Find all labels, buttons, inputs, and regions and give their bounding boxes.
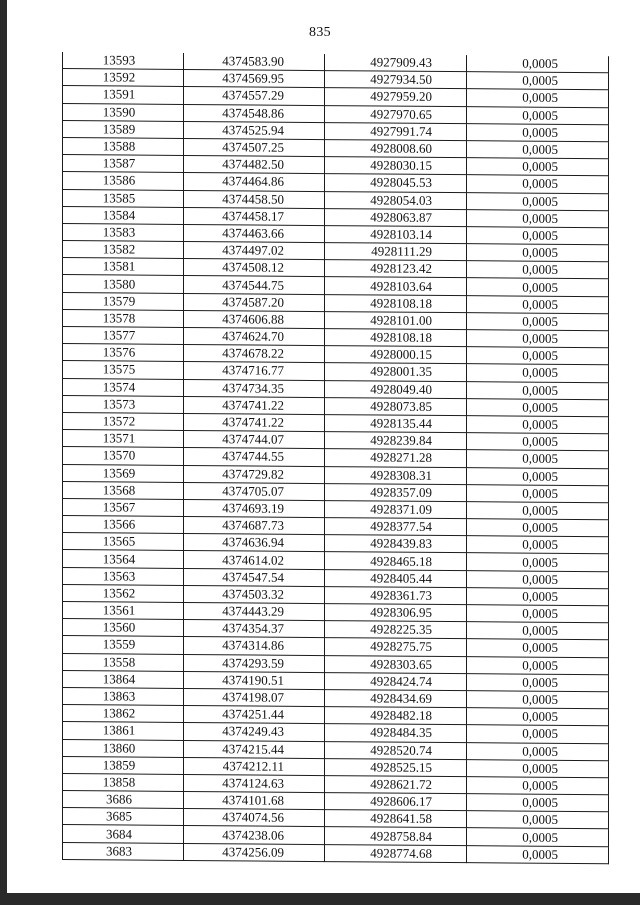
coefficient-cell: 0,0005 xyxy=(467,587,609,605)
y-coordinate-cell: 4927959.20 xyxy=(325,88,467,106)
x-coordinate-cell: 4374606.88 xyxy=(184,310,325,328)
point-id-cell: 13575 xyxy=(63,361,184,379)
y-coordinate-cell: 4928103.64 xyxy=(325,277,467,295)
point-id-cell: 13566 xyxy=(63,516,184,534)
x-coordinate-cell: 4374212.11 xyxy=(184,757,325,775)
x-coordinate-cell: 4374124.63 xyxy=(184,774,325,792)
y-coordinate-cell: 4928484.35 xyxy=(325,724,467,742)
point-id-cell: 3686 xyxy=(63,791,184,809)
y-coordinate-cell: 4928758.84 xyxy=(325,827,467,845)
coefficient-cell: 0,0005 xyxy=(467,502,609,520)
point-id-cell: 13562 xyxy=(63,584,184,602)
y-coordinate-cell: 4928774.68 xyxy=(325,844,467,862)
x-coordinate-cell: 4374557.29 xyxy=(184,87,325,105)
x-coordinate-cell: 4374636.94 xyxy=(184,534,325,552)
point-id-cell: 13563 xyxy=(63,567,184,585)
point-id-cell: 13572 xyxy=(63,412,184,430)
y-coordinate-cell: 4928271.28 xyxy=(325,449,467,467)
scan-left-border xyxy=(0,0,7,905)
coefficient-cell: 0,0005 xyxy=(467,811,609,829)
coefficient-cell: 0,0005 xyxy=(467,261,609,279)
y-coordinate-cell: 4928465.18 xyxy=(325,552,467,570)
point-id-cell: 13582 xyxy=(63,241,184,259)
point-id-cell: 13565 xyxy=(63,533,184,551)
coefficient-cell: 0,0005 xyxy=(467,708,609,726)
point-id-cell: 13590 xyxy=(63,103,184,121)
coefficient-cell: 0,0005 xyxy=(467,777,609,795)
point-id-cell: 13574 xyxy=(63,378,184,396)
y-coordinate-cell: 4928405.44 xyxy=(325,569,467,587)
x-coordinate-cell: 4374198.07 xyxy=(184,688,325,706)
x-coordinate-cell: 4374744.07 xyxy=(184,431,325,449)
y-coordinate-cell: 4928063.87 xyxy=(325,208,467,226)
coefficient-cell: 0,0005 xyxy=(467,158,609,176)
x-coordinate-cell: 4374547.54 xyxy=(184,568,325,586)
y-coordinate-cell: 4928030.15 xyxy=(325,157,467,175)
coefficient-cell: 0,0005 xyxy=(467,244,609,262)
y-coordinate-cell: 4928641.58 xyxy=(325,810,467,828)
coordinates-table-container xyxy=(62,52,608,864)
point-id-cell: 13858 xyxy=(63,773,184,791)
y-coordinate-cell: 4928525.15 xyxy=(325,758,467,776)
coefficient-cell: 0,0005 xyxy=(467,175,609,193)
y-coordinate-cell: 4928303.65 xyxy=(325,655,467,673)
coefficient-cell: 0,0005 xyxy=(467,639,609,657)
table-body xyxy=(63,52,609,864)
x-coordinate-cell: 4374687.73 xyxy=(184,517,325,535)
point-id-cell: 13863 xyxy=(63,687,184,705)
x-coordinate-cell: 4374503.32 xyxy=(184,585,325,603)
coefficient-cell: 0,0005 xyxy=(467,759,609,777)
x-coordinate-cell: 4374734.35 xyxy=(184,379,325,397)
y-coordinate-cell: 4928073.85 xyxy=(325,397,467,415)
x-coordinate-cell: 4374569.95 xyxy=(184,70,325,88)
point-id-cell: 13864 xyxy=(63,670,184,688)
point-id-cell: 13593 xyxy=(63,52,184,70)
point-id-cell: 13584 xyxy=(63,206,184,224)
x-coordinate-cell: 4374583.90 xyxy=(184,53,325,71)
y-coordinate-cell: 4928439.83 xyxy=(325,535,467,553)
coefficient-cell: 0,0005 xyxy=(467,381,609,399)
x-coordinate-cell: 4374314.86 xyxy=(184,637,325,655)
x-coordinate-cell: 4374354.37 xyxy=(184,620,325,638)
y-coordinate-cell: 4928045.53 xyxy=(325,174,467,192)
y-coordinate-cell: 4928371.09 xyxy=(325,500,467,518)
y-coordinate-cell: 4928108.18 xyxy=(325,294,467,312)
page-number: 835 xyxy=(309,25,331,40)
point-id-cell: 13573 xyxy=(63,395,184,413)
point-id-cell: 13588 xyxy=(63,137,184,155)
y-coordinate-cell: 4928103.14 xyxy=(325,225,467,243)
coefficient-cell: 0,0005 xyxy=(467,416,609,434)
x-coordinate-cell: 4374716.77 xyxy=(184,362,325,380)
y-coordinate-cell: 4928361.73 xyxy=(325,586,467,604)
x-coordinate-cell: 4374497.02 xyxy=(184,242,325,260)
y-coordinate-cell: 4928000.15 xyxy=(325,346,467,364)
y-coordinate-cell: 4927970.65 xyxy=(325,105,467,123)
y-coordinate-cell: 4927909.43 xyxy=(325,54,467,72)
y-coordinate-cell: 4928482.18 xyxy=(325,707,467,725)
y-coordinate-cell: 4928001.35 xyxy=(325,363,467,381)
point-id-cell: 13568 xyxy=(63,481,184,499)
x-coordinate-cell: 4374215.44 xyxy=(184,740,325,758)
coefficient-cell: 0,0005 xyxy=(467,295,609,313)
y-coordinate-cell: 4928621.72 xyxy=(325,775,467,793)
point-id-cell: 13569 xyxy=(63,464,184,482)
x-coordinate-cell: 4374293.59 xyxy=(184,654,325,672)
coefficient-cell: 0,0005 xyxy=(467,656,609,674)
point-id-cell: 13860 xyxy=(63,739,184,757)
coefficient-cell: 0,0005 xyxy=(467,845,609,863)
coefficient-cell: 0,0005 xyxy=(467,691,609,709)
point-id-cell: 13587 xyxy=(63,155,184,173)
point-id-cell: 13559 xyxy=(63,636,184,654)
coefficient-cell: 0,0005 xyxy=(467,123,609,141)
coefficient-cell: 0,0005 xyxy=(467,622,609,640)
x-coordinate-cell: 4374482.50 xyxy=(184,156,325,174)
point-id-cell: 13862 xyxy=(63,705,184,723)
point-id-cell: 13571 xyxy=(63,430,184,448)
point-id-cell: 13580 xyxy=(63,275,184,293)
coefficient-cell: 0,0005 xyxy=(467,553,609,571)
coefficient-cell: 0,0005 xyxy=(467,278,609,296)
x-coordinate-cell: 4374705.07 xyxy=(184,482,325,500)
point-id-cell: 13581 xyxy=(63,258,184,276)
x-coordinate-cell: 4374741.22 xyxy=(184,396,325,414)
coefficient-cell: 0,0005 xyxy=(467,467,609,485)
coefficient-cell: 0,0005 xyxy=(467,347,609,365)
y-coordinate-cell: 4928123.42 xyxy=(325,260,467,278)
x-coordinate-cell: 4374443.29 xyxy=(184,602,325,620)
coefficient-cell: 0,0005 xyxy=(467,398,609,416)
point-id-cell: 3685 xyxy=(63,808,184,826)
x-coordinate-cell: 4374544.75 xyxy=(184,276,325,294)
point-id-cell: 13564 xyxy=(63,550,184,568)
coefficient-cell: 0,0005 xyxy=(467,89,609,107)
x-coordinate-cell: 4374507.25 xyxy=(184,138,325,156)
point-id-cell: 13578 xyxy=(63,309,184,327)
y-coordinate-cell: 4928239.84 xyxy=(325,432,467,450)
point-id-cell: 13570 xyxy=(63,447,184,465)
point-id-cell: 13577 xyxy=(63,327,184,345)
coefficient-cell: 0,0005 xyxy=(467,106,609,124)
coefficient-cell: 0,0005 xyxy=(467,570,609,588)
y-coordinate-cell: 4928225.35 xyxy=(325,621,467,639)
coefficient-cell: 0,0005 xyxy=(467,519,609,537)
point-id-cell: 3683 xyxy=(63,842,184,860)
coefficient-cell: 0,0005 xyxy=(467,794,609,812)
point-id-cell: 13591 xyxy=(63,86,184,104)
y-coordinate-cell: 4928377.54 xyxy=(325,518,467,536)
y-coordinate-cell: 4928434.69 xyxy=(325,689,467,707)
coefficient-cell: 0,0005 xyxy=(467,55,609,73)
y-coordinate-cell: 4928424.74 xyxy=(325,672,467,690)
x-coordinate-cell: 4374548.86 xyxy=(184,104,325,122)
coefficient-cell: 0,0005 xyxy=(467,725,609,743)
y-coordinate-cell: 4928275.75 xyxy=(325,638,467,656)
x-coordinate-cell: 4374251.44 xyxy=(184,706,325,724)
table-row xyxy=(63,842,609,863)
point-id-cell: 13567 xyxy=(63,498,184,516)
x-coordinate-cell: 4374238.06 xyxy=(184,826,325,844)
y-coordinate-cell: 4927934.50 xyxy=(325,71,467,89)
x-coordinate-cell: 4374074.56 xyxy=(184,809,325,827)
coefficient-cell: 0,0005 xyxy=(467,450,609,468)
coefficient-cell: 0,0005 xyxy=(467,433,609,451)
x-coordinate-cell: 4374624.70 xyxy=(184,327,325,345)
coefficient-cell: 0,0005 xyxy=(467,312,609,330)
point-id-cell: 13576 xyxy=(63,344,184,362)
y-coordinate-cell: 4928111.29 xyxy=(325,243,467,261)
y-coordinate-cell: 4928101.00 xyxy=(325,311,467,329)
coefficient-cell: 0,0005 xyxy=(467,536,609,554)
point-id-cell: 13561 xyxy=(63,602,184,620)
x-coordinate-cell: 4374458.17 xyxy=(184,207,325,225)
coefficient-cell: 0,0005 xyxy=(467,605,609,623)
x-coordinate-cell: 4374256.09 xyxy=(184,843,325,861)
y-coordinate-cell: 4928308.31 xyxy=(325,466,467,484)
scan-bottom-border xyxy=(0,893,640,905)
y-coordinate-cell: 4928049.40 xyxy=(325,380,467,398)
x-coordinate-cell: 4374458.50 xyxy=(184,190,325,208)
x-coordinate-cell: 4374729.82 xyxy=(184,465,325,483)
point-id-cell: 13859 xyxy=(63,756,184,774)
point-id-cell: 13861 xyxy=(63,722,184,740)
coefficient-cell: 0,0005 xyxy=(467,828,609,846)
x-coordinate-cell: 4374744.55 xyxy=(184,448,325,466)
x-coordinate-cell: 4374508.12 xyxy=(184,259,325,277)
coefficient-cell: 0,0005 xyxy=(467,209,609,227)
point-id-cell: 13579 xyxy=(63,292,184,310)
x-coordinate-cell: 4374587.20 xyxy=(184,293,325,311)
y-coordinate-cell: 4928008.60 xyxy=(325,139,467,157)
point-id-cell: 13586 xyxy=(63,172,184,190)
y-coordinate-cell: 4928306.95 xyxy=(325,604,467,622)
x-coordinate-cell: 4374463.66 xyxy=(184,224,325,242)
point-id-cell: 13589 xyxy=(63,120,184,138)
y-coordinate-cell: 4928520.74 xyxy=(325,741,467,759)
x-coordinate-cell: 4374678.22 xyxy=(184,345,325,363)
y-coordinate-cell: 4928108.18 xyxy=(325,329,467,347)
point-id-cell: 13592 xyxy=(63,69,184,87)
point-id-cell: 13585 xyxy=(63,189,184,207)
coefficient-cell: 0,0005 xyxy=(467,364,609,382)
y-coordinate-cell: 4927991.74 xyxy=(325,122,467,140)
y-coordinate-cell: 4928606.17 xyxy=(325,793,467,811)
x-coordinate-cell: 4374249.43 xyxy=(184,723,325,741)
point-id-cell: 13558 xyxy=(63,653,184,671)
coefficient-cell: 0,0005 xyxy=(467,484,609,502)
x-coordinate-cell: 4374525.94 xyxy=(184,121,325,139)
point-id-cell: 3684 xyxy=(63,825,184,843)
x-coordinate-cell: 4374741.22 xyxy=(184,413,325,431)
y-coordinate-cell: 4928135.44 xyxy=(325,414,467,432)
coefficient-cell: 0,0005 xyxy=(467,192,609,210)
x-coordinate-cell: 4374614.02 xyxy=(184,551,325,569)
x-coordinate-cell: 4374693.19 xyxy=(184,499,325,517)
point-id-cell: 13560 xyxy=(63,619,184,637)
y-coordinate-cell: 4928357.09 xyxy=(325,483,467,501)
point-id-cell: 13583 xyxy=(63,223,184,241)
x-coordinate-cell: 4374190.51 xyxy=(184,671,325,689)
y-coordinate-cell: 4928054.03 xyxy=(325,191,467,209)
coefficient-cell: 0,0005 xyxy=(467,673,609,691)
coefficient-cell: 0,0005 xyxy=(467,72,609,90)
coefficient-cell: 0,0005 xyxy=(467,330,609,348)
coefficient-cell: 0,0005 xyxy=(467,141,609,159)
coordinates-table xyxy=(62,52,609,864)
coefficient-cell: 0,0005 xyxy=(467,227,609,245)
coefficient-cell: 0,0005 xyxy=(467,742,609,760)
x-coordinate-cell: 4374464.86 xyxy=(184,173,325,191)
x-coordinate-cell: 4374101.68 xyxy=(184,792,325,810)
